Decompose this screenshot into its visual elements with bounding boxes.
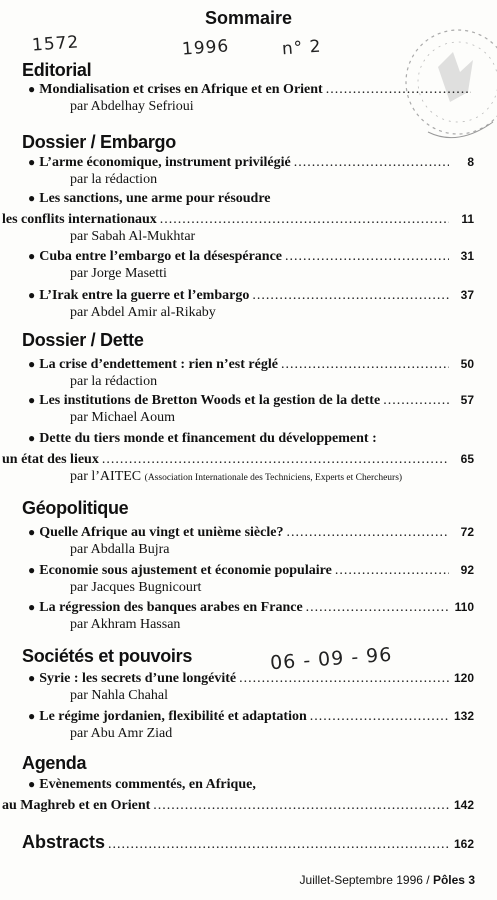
entry-title: Le régime jordanien, flexibilité et adaptation bbox=[39, 709, 307, 724]
dot-leader bbox=[285, 248, 449, 265]
entry-author: par Abdalla Bujra bbox=[70, 542, 170, 557]
bullet-icon: ● bbox=[28, 82, 36, 96]
entry-page: 132 bbox=[453, 709, 474, 723]
entry-page: 8 bbox=[467, 155, 474, 169]
toc-entry bbox=[28, 248, 474, 283]
dot-leader bbox=[335, 562, 449, 579]
entry-page: 120 bbox=[453, 671, 474, 685]
entry-title: Syrie : les secrets d’une longévité bbox=[39, 671, 237, 686]
toc-entry bbox=[28, 287, 474, 322]
entry-title-continued: les conflits internationaux bbox=[2, 212, 157, 227]
entry-author-note: (Association Internationale des Techniciens, Experts et Chercheurs) bbox=[144, 473, 403, 483]
entry-title: Quelle Afrique au vingt et unième siècle? bbox=[39, 525, 284, 540]
toc-entry bbox=[28, 524, 474, 559]
section-heading-editorial: Editorial bbox=[22, 60, 92, 80]
handwritten-issue: n° 2 bbox=[281, 36, 323, 60]
section-heading-agenda: Agenda bbox=[22, 753, 87, 773]
entry-page: 50 bbox=[460, 357, 474, 371]
entry-author: par la rédaction bbox=[70, 374, 158, 389]
toc-entry bbox=[2, 190, 474, 246]
toc-entry bbox=[28, 708, 474, 743]
bullet-icon: ● bbox=[28, 288, 36, 302]
dot-leader bbox=[252, 287, 449, 304]
entry-title: Evènements commentés, en Afrique, bbox=[39, 777, 256, 792]
entry-page: 11 bbox=[461, 212, 474, 226]
bullet-icon: ● bbox=[28, 431, 36, 445]
page-title: Sommaire bbox=[204, 8, 293, 28]
section-heading-societes: Sociétés et pouvoirs bbox=[22, 646, 193, 666]
entry-author: par Akhram Hassan bbox=[70, 617, 181, 632]
bullet-icon: ● bbox=[28, 709, 36, 723]
entry-author: par Abu Amr Ziad bbox=[70, 726, 173, 741]
entry-title: Mondialisation et crises en Afrique et en Orient bbox=[39, 82, 323, 97]
entry-title: Les institutions de Bretton Woods et la gestion de la dette bbox=[39, 393, 381, 408]
section-heading-geopolitique: Géopolitique bbox=[22, 498, 129, 518]
handwritten-date: 06 - 09 - 96 bbox=[269, 643, 394, 675]
bullet-icon: ● bbox=[28, 393, 36, 407]
footer-date: Juillet-Septembre 1996 / bbox=[299, 873, 430, 887]
section-heading-embargo: Dossier / Embargo bbox=[22, 132, 176, 152]
entry-title: L’arme économique, instrument privilégié bbox=[39, 155, 291, 170]
entry-title-continued: au Maghreb et en Orient bbox=[2, 798, 151, 813]
entry-author bbox=[28, 468, 474, 487]
bullet-icon: ● bbox=[28, 249, 36, 263]
dot-leader bbox=[306, 599, 449, 616]
entry-page: 37 bbox=[460, 288, 474, 302]
dot-leader bbox=[160, 211, 449, 228]
dot-leader bbox=[294, 154, 449, 171]
dot-leader bbox=[326, 81, 471, 98]
section-heading-abstracts: Abstracts bbox=[22, 832, 106, 852]
dot-leader bbox=[153, 797, 449, 814]
toc-entry bbox=[28, 670, 474, 705]
dot-leader bbox=[310, 708, 449, 725]
entry-title: Les sanctions, une arme pour résoudre bbox=[39, 191, 271, 206]
entry-author: par Jacques Bugnicourt bbox=[70, 580, 202, 595]
toc-entry-abstracts bbox=[22, 834, 474, 853]
entry-title: La régression des banques arabes en France bbox=[39, 600, 303, 615]
entry-page: 72 bbox=[460, 525, 474, 539]
toc-entry bbox=[2, 430, 474, 487]
bullet-icon: ● bbox=[28, 563, 36, 577]
dot-leader bbox=[286, 524, 449, 541]
entry-page: 92 bbox=[460, 563, 474, 577]
dot-leader bbox=[383, 392, 449, 409]
bullet-icon: ● bbox=[28, 155, 36, 169]
toc-entry bbox=[28, 562, 474, 597]
entry-page: 162 bbox=[453, 837, 474, 851]
entry-page: 110 bbox=[454, 600, 474, 614]
handwritten-number: 1572 bbox=[31, 32, 80, 56]
entry-author: par Abdel Amir al-Rikaby bbox=[70, 305, 216, 320]
toc-entry bbox=[28, 154, 474, 189]
dot-leader bbox=[102, 451, 449, 468]
entry-author: par Nahla Chahal bbox=[70, 688, 168, 703]
entry-page: 142 bbox=[453, 798, 474, 812]
bullet-icon: ● bbox=[28, 777, 36, 791]
entry-page: 65 bbox=[460, 452, 474, 466]
bullet-icon: ● bbox=[28, 357, 36, 371]
entry-title-continued: un état des lieux bbox=[2, 452, 99, 467]
entry-title: Cuba entre l’embargo et la désespérance bbox=[39, 249, 283, 264]
entry-author: par Michael Aoum bbox=[70, 410, 175, 425]
footer-journal: Pôles bbox=[432, 873, 465, 887]
section-heading-dette: Dossier / Dette bbox=[22, 330, 144, 350]
entry-author: par Abdelhay Sefrioui bbox=[70, 99, 194, 114]
bullet-icon: ● bbox=[28, 525, 36, 539]
toc-entry bbox=[28, 356, 474, 391]
toc-entry bbox=[28, 599, 474, 634]
toc-entry bbox=[28, 81, 474, 116]
dot-leader bbox=[281, 356, 449, 373]
dot-leader bbox=[108, 836, 449, 853]
entry-author: par la rédaction bbox=[70, 172, 158, 187]
entry-title: L’Irak entre la guerre et l’embargo bbox=[39, 288, 250, 303]
bullet-icon: ● bbox=[28, 671, 36, 685]
dot-leader bbox=[239, 670, 449, 687]
entry-page: 31 bbox=[460, 249, 474, 263]
entry-page: 57 bbox=[460, 393, 474, 407]
entry-title: Dette du tiers monde et financement du développement : bbox=[39, 431, 377, 446]
entry-title: La crise d’endettement : rien n’est réglé bbox=[39, 357, 278, 372]
bullet-icon: ● bbox=[28, 600, 36, 614]
toc-entry bbox=[28, 392, 474, 427]
footer-page-number: 3 bbox=[468, 873, 475, 887]
entry-title: Economie sous ajustement et économie populaire bbox=[39, 563, 332, 578]
bullet-icon: ● bbox=[28, 191, 36, 205]
entry-author-name: par l’AITEC bbox=[70, 469, 142, 484]
entry-author: par Sabah Al-Mukhtar bbox=[70, 229, 196, 244]
entry-author: par Jorge Masetti bbox=[70, 266, 167, 281]
toc-entry bbox=[2, 776, 474, 814]
page-footer bbox=[300, 873, 475, 887]
handwritten-year: 1996 bbox=[181, 36, 230, 60]
